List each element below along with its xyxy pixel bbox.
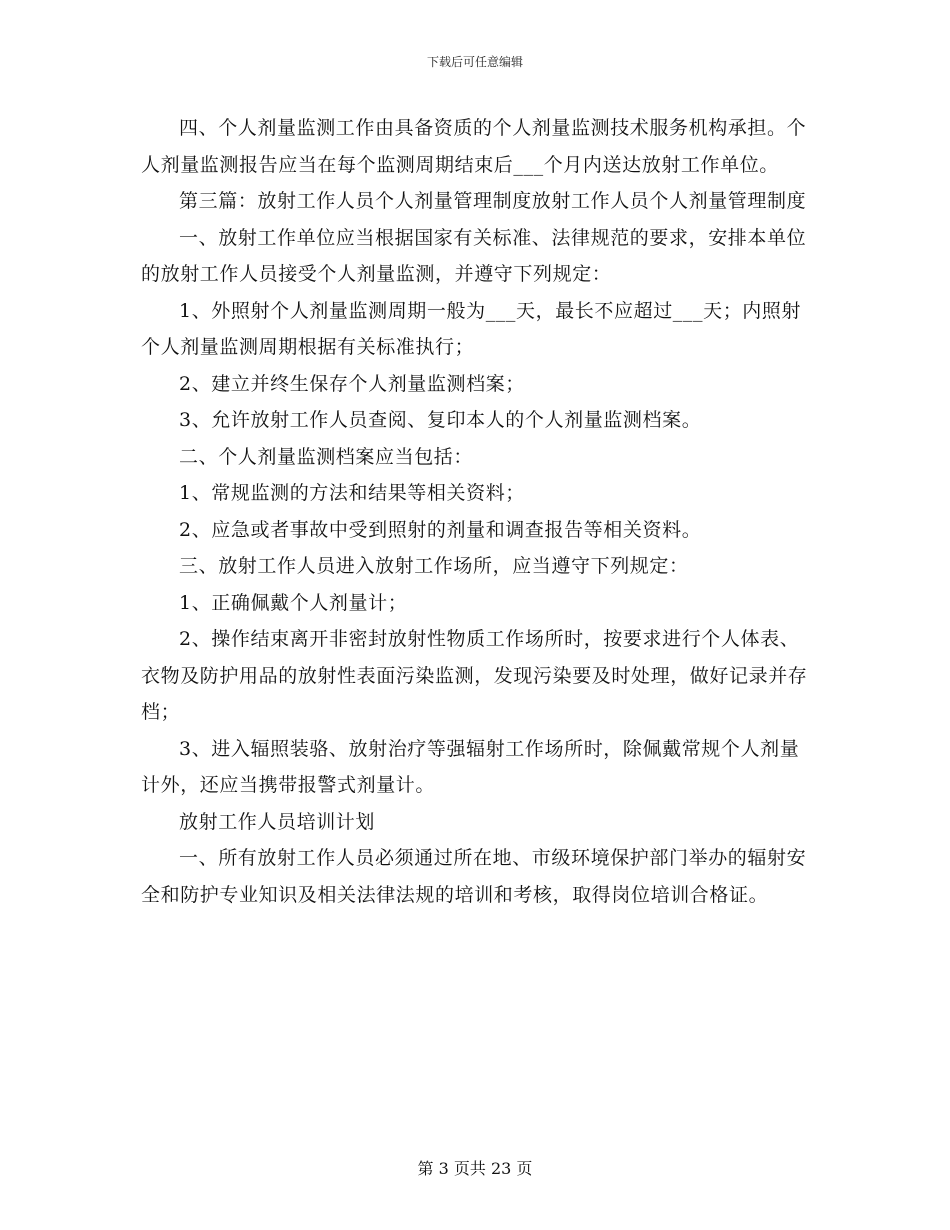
list-item: 1、外照射个人剂量监测周期一般为___天，最长不应超过___天；内照射个人剂量监测周期根据有关标准执行； (141, 299, 802, 358)
section-title: 放射工作人员培训计划 (179, 810, 376, 833)
document-body (141, 110, 809, 913)
paragraph: 一、放射工作单位应当根据国家有关标准、法律规范的要求，安排本单位的放射工作人员接受个人剂量监测，并遵守下列规定： (141, 226, 807, 285)
paragraph: 三、放射工作人员进入放射工作场所，应当遵守下列规定： (179, 555, 689, 577)
list-item: 3、允许放射工作人员查阅、复印本人的个人剂量监测档案。 (179, 409, 702, 431)
list-item: 2、操作结束离开非密封放射性物质工作场所时，按要求进行个人体表、衣物及防护用品的放射性表面污染监测，发现污染要及时处理，做好记录并存档； (141, 628, 808, 723)
page-number: 第 3 页共 23 页 (417, 1159, 533, 1178)
list-item: 3、进入辐照装骆、放射治疗等强辐射工作场所时，除佩戴常规个人剂量计外，还应当携带报警式剂量计。 (141, 737, 800, 796)
list-item: 2、应急或者事故中受到照射的剂量和调查报告等相关资料。 (179, 518, 702, 541)
paragraph: 一、所有放射工作人员必须通过所在地、市级环境保护部门举办的辐射安全和防护专业知识及相关法律法规的培训和考核，取得岗位培训合格证。 (141, 847, 807, 906)
page-header: 下载后可任意编辑 (426, 55, 523, 69)
list-item: 1、正确佩戴个人剂量计； (179, 591, 408, 614)
list-item: 2、建立并终生保存个人剂量监测档案； (179, 372, 525, 395)
paragraph: 二、个人剂量监测档案应当包括： (179, 445, 474, 468)
list-item: 1、常规监测的方法和结果等相关资料； (179, 482, 525, 504)
paragraph: 四、个人剂量监测工作由具备资质的个人剂量监测技术服务机构承担。个人剂量监测报告应当在每个监测周期结束后___个月内送达放射工作单位。 (141, 117, 807, 176)
section-title: 第三篇：放射工作人员个人剂量管理制度放射工作人员个人剂量管理制度 (179, 190, 807, 212)
